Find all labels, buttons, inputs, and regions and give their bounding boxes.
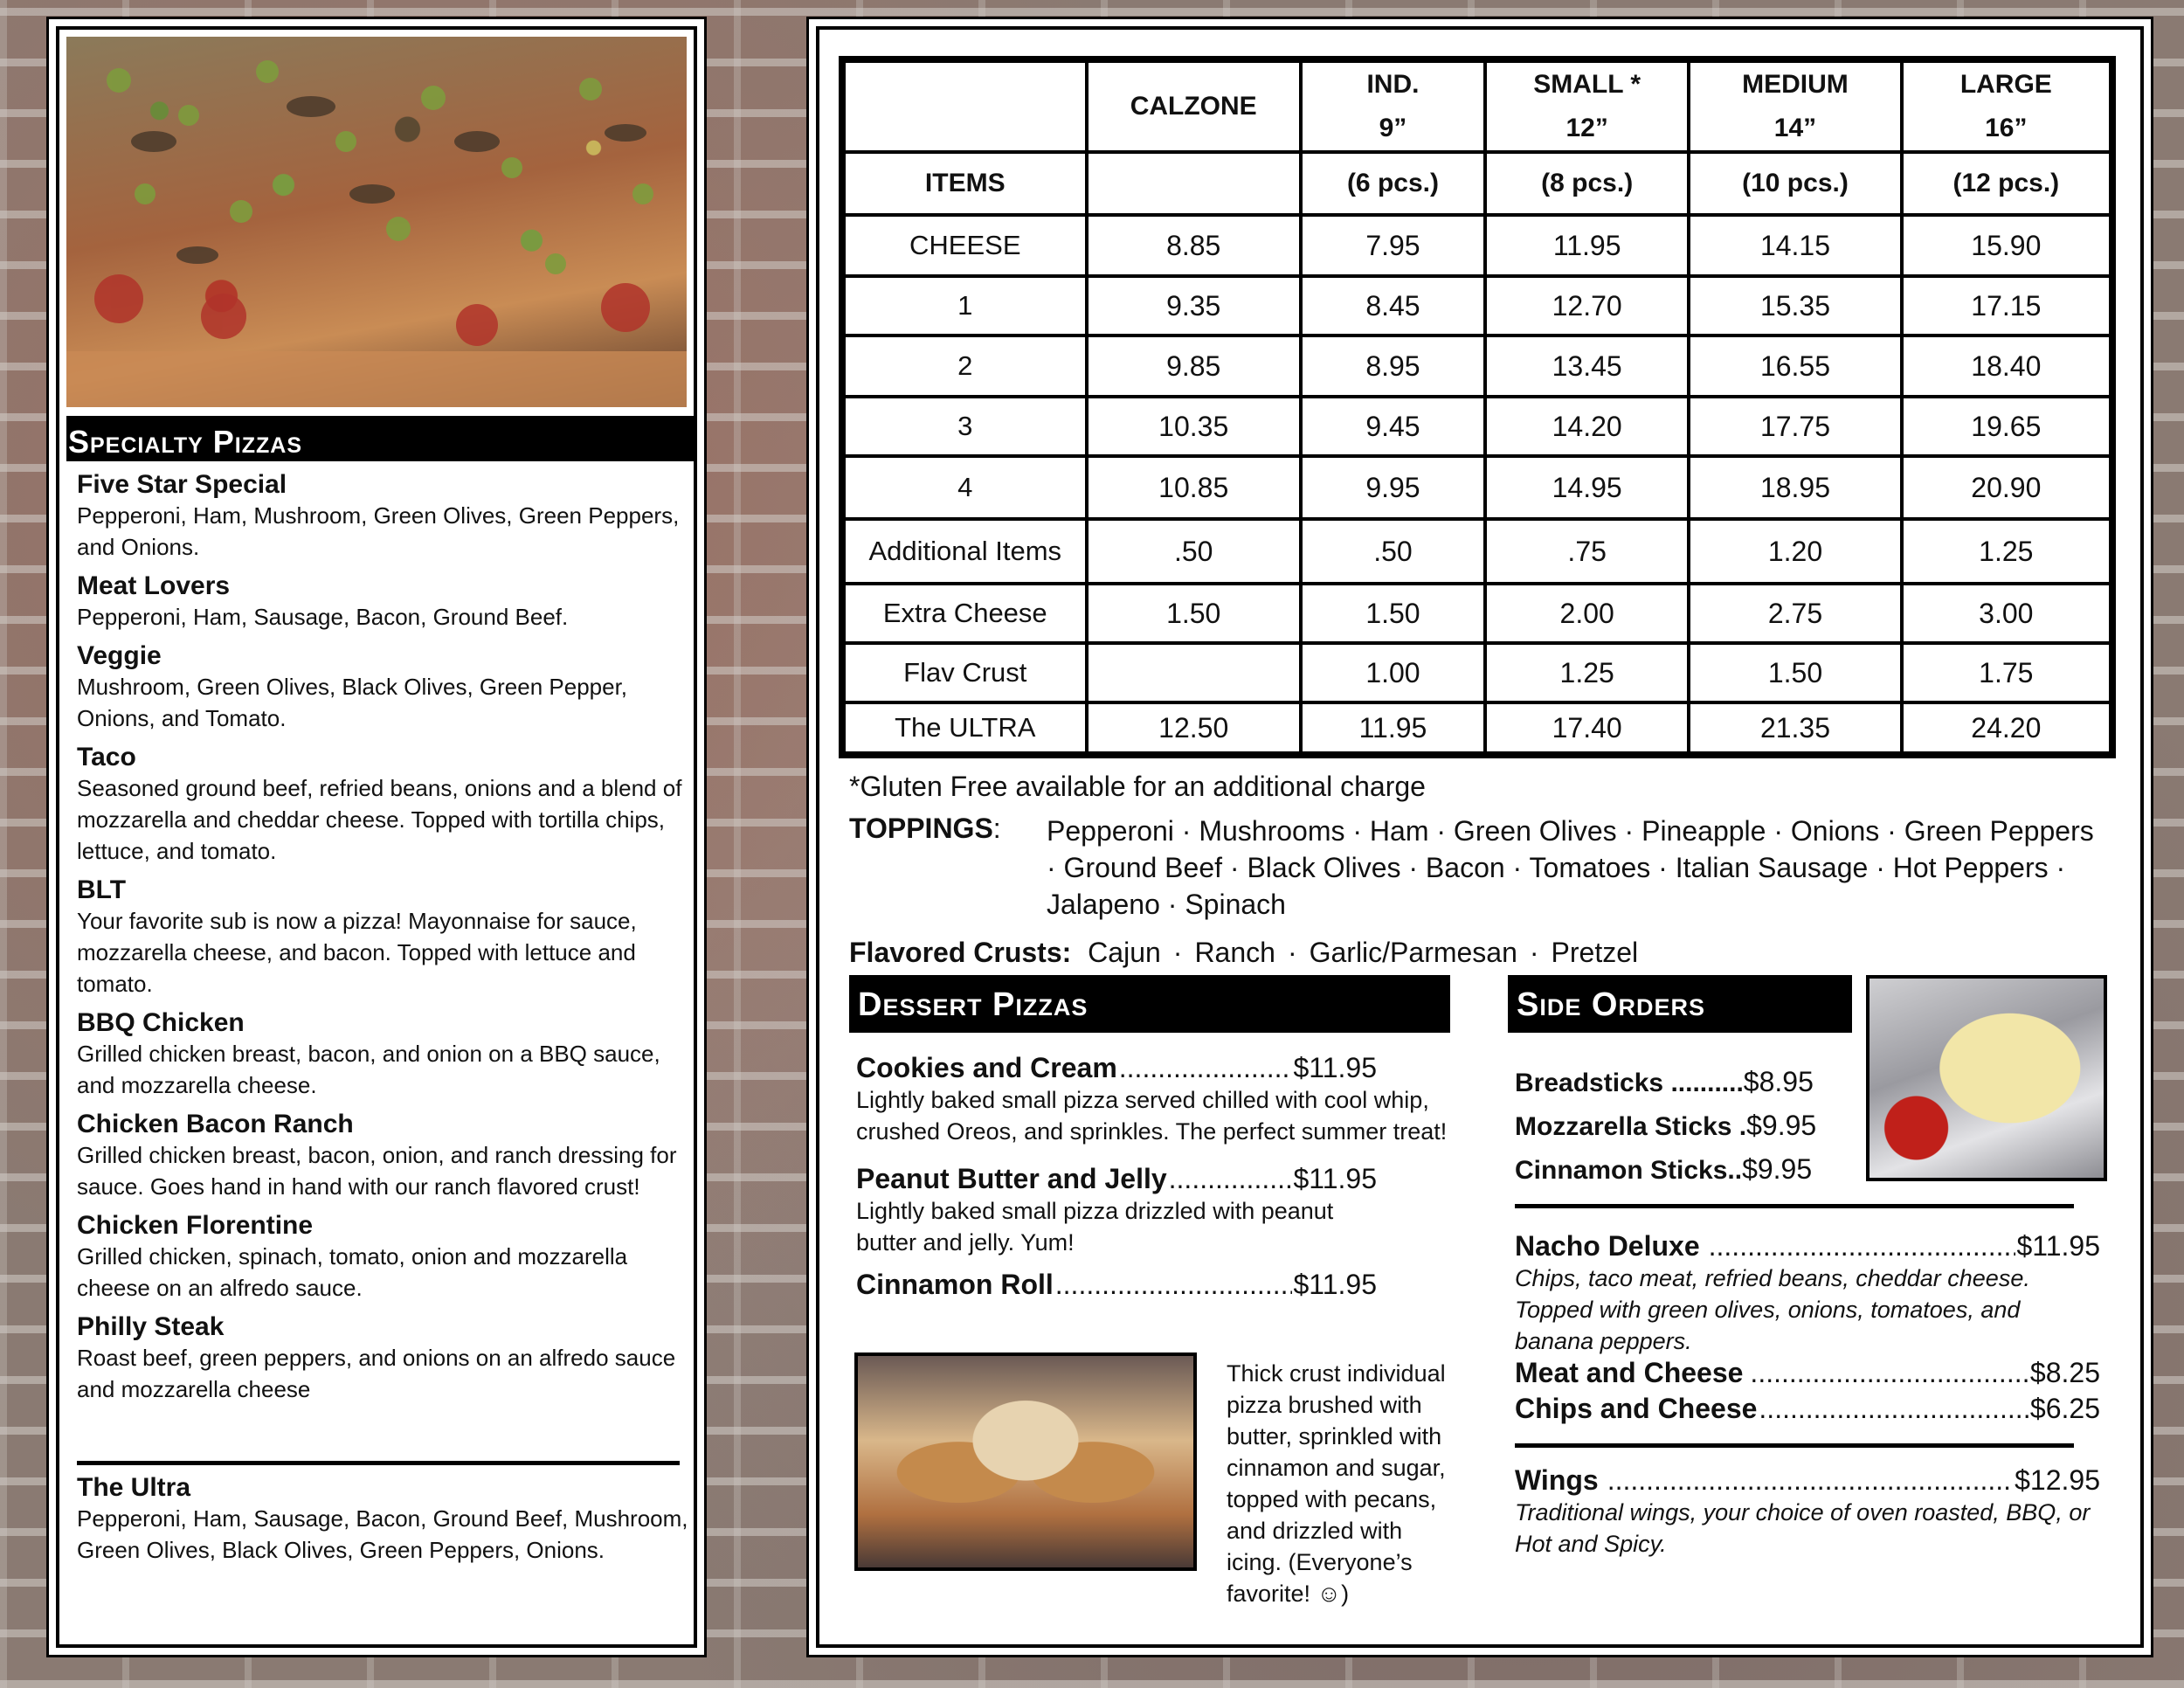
pizza-desc: Seasoned ground beef, refried beans, onions and a blend of mozzarella and cheddar cheese. Topped with tortilla chips, lettuce, and tomato.: [77, 775, 682, 864]
side-orders-list: [1515, 1230, 2100, 1425]
price-cell: 3.00: [1902, 584, 2112, 643]
header-cell: ITEMS: [842, 152, 1087, 215]
pizza-desc: Roast beef, green peppers, and onions on an alfredo sauce and mozzarella cheese: [77, 1345, 676, 1402]
price-cell: 11.95: [1485, 215, 1689, 276]
price-cell: 8.85: [1087, 215, 1301, 276]
list-item: Cinnamon Roll ..... $11.95: [856, 1269, 1377, 1301]
list-item: [77, 641, 688, 734]
item-label-cell: CHEESE: [842, 215, 1087, 276]
pizza-name: Chicken Bacon Ranch: [77, 1110, 354, 1138]
pizza-name: Philly Steak: [77, 1312, 225, 1341]
price-cell: 18.40: [1902, 336, 2112, 397]
item-desc: Lightly baked small pizza drizzled with peanut butter and jelly. Yum!: [856, 1198, 1334, 1256]
price-cell: 20.90: [1902, 456, 2112, 519]
flavored-crusts: Flavored Crusts: Cajun · Ranch · Garlic/Parmesan · Pretzel: [849, 937, 1639, 968]
item-label-cell: Extra Cheese: [842, 584, 1087, 643]
header-cell: [1087, 152, 1301, 215]
table-row: [842, 584, 2112, 643]
price-cell: 8.45: [1301, 276, 1485, 336]
price-cell: .75: [1485, 519, 1689, 584]
header-cell: (6 pcs.): [1301, 152, 1485, 215]
price-cell: 17.15: [1902, 276, 2112, 336]
price-cell: 7.95: [1301, 215, 1485, 276]
list-item: [77, 1110, 688, 1202]
price-cell: 18.95: [1689, 456, 1901, 519]
side-orders-heading: Side Orders: [1508, 975, 1852, 1033]
price-cell: 10.35: [1087, 397, 1301, 456]
table-row: [842, 215, 2112, 276]
list-item: [77, 875, 688, 1000]
table-row: [842, 397, 2112, 456]
pizza-desc: Mushroom, Green Olives, Black Olives, Green Pepper, Onions, and Tomato.: [77, 674, 628, 731]
item-label-cell: The ULTRA: [842, 702, 1087, 755]
price-cell: 14.95: [1485, 456, 1689, 519]
price-cell: 1.50: [1301, 584, 1485, 643]
header-cell: (12 pcs.): [1902, 152, 2112, 215]
header-cell: (10 pcs.): [1689, 152, 1901, 215]
table-row: [842, 336, 2112, 397]
list-item: [77, 1211, 688, 1304]
price-cell: 2.00: [1485, 584, 1689, 643]
pizza-name: Meat Lovers: [77, 571, 231, 600]
price-cell: 19.65: [1902, 397, 2112, 456]
list-item: Mozzarella Sticks .$9.95: [1515, 1110, 1817, 1141]
price-cell: 12.70: [1485, 276, 1689, 336]
pizza-name: Chicken Florentine: [77, 1211, 314, 1240]
item-label-cell: 1: [842, 276, 1087, 336]
list-item: [77, 470, 688, 563]
specialty-pizzas-heading: Specialty Pizzas: [66, 416, 694, 461]
item-desc: Lightly baked small pizza served chilled with cool whip, crushed Oreos, and sprinkles. The perfect summer treat!: [856, 1087, 1448, 1145]
price-cell: 1.00: [1301, 643, 1485, 702]
item-label-cell: 4: [842, 456, 1087, 519]
dessert-list: [856, 1048, 1448, 1301]
list-item: [77, 1312, 688, 1405]
header-cell: LARGE 16”: [1902, 59, 2112, 152]
pizza-desc: Pepperoni, Ham, Mushroom, Green Olives, Green Peppers, and Onions.: [77, 502, 680, 560]
price-cell: 1.25: [1902, 519, 2112, 584]
cinnamon-roll-photo: [854, 1352, 1197, 1571]
item-desc: Traditional wings, your choice of oven roasted, BBQ, or Hot and Spicy.: [1515, 1499, 2091, 1557]
table-row: [842, 456, 2112, 519]
pizza-desc: Grilled chicken breast, bacon, and onion on a BBQ sauce, and mozzarella cheese.: [77, 1041, 660, 1098]
header-cell: [842, 59, 1087, 152]
pizza-photo-art: [66, 37, 687, 407]
list-item: Nacho Deluxe ..... $11.95: [1515, 1230, 2100, 1263]
breadsticks-photo: [1866, 975, 2107, 1181]
crust-item: Ranch: [1194, 937, 1275, 968]
cinnamon-roll-caption: Thick crust individual pizza brushed with butter, sprinkled with cinnamon and sugar, topped with pecans, and drizzled with icing. (Everyone’s favorite! ☺): [1227, 1360, 1446, 1607]
price-cell: 21.35: [1689, 702, 1901, 755]
price-cell: 8.95: [1301, 336, 1485, 397]
crust-item: Garlic/Parmesan: [1309, 937, 1517, 968]
menu-panel: [816, 26, 2144, 1648]
wings-block: [1515, 1464, 2100, 1560]
divider: [1515, 1443, 2074, 1448]
divider: [77, 1461, 680, 1465]
toppings-list: Pepperoni · Mushrooms · Ham · Green Olives · Pineapple · Onions · Green Peppers · Ground Beef · Black Olives · Bacon · Tomatoes · Italian Sausage · Hot Peppers · Jalapeno · Spinach: [1047, 815, 2094, 920]
list-item: Breadsticks ..........$8.95: [1515, 1066, 1814, 1097]
price-cell: 2.75: [1689, 584, 1901, 643]
list-item: [77, 743, 688, 867]
list-item: Meat and Cheese ..... $8.25: [1515, 1357, 2100, 1389]
pizza-desc: Your favorite sub is now a pizza! Mayonnaise for sauce, mozzarella cheese, and bacon. Topped with lettuce and tomato.: [77, 908, 637, 997]
list-item: Cookies and Cream ..... $11.95: [856, 1052, 1377, 1084]
pizza-desc: Grilled chicken, spinach, tomato, onion and mozzarella cheese on an alfredo sauce.: [77, 1243, 628, 1301]
crusts-label: Flavored Crusts:: [849, 937, 1072, 968]
list-item: [77, 571, 688, 633]
side-orders-short-list: [1515, 1061, 1815, 1192]
price-table: [839, 56, 2116, 758]
price-cell: 9.35: [1087, 276, 1301, 336]
price-cell: 15.90: [1902, 215, 2112, 276]
price-cell: 1.75: [1902, 643, 2112, 702]
price-cell: 1.25: [1485, 643, 1689, 702]
price-cell: 9.85: [1087, 336, 1301, 397]
price-cell: 17.75: [1689, 397, 1901, 456]
specialty-pizza-list: [77, 470, 688, 1414]
list-item: [77, 1008, 688, 1101]
price-cell: 13.45: [1485, 336, 1689, 397]
header-cell: IND. 9”: [1301, 59, 1485, 152]
price-cell: 11.95: [1301, 702, 1485, 755]
table-row: [842, 643, 2112, 702]
price-cell: 1.50: [1689, 643, 1901, 702]
price-cell: .50: [1301, 519, 1485, 584]
header-cell: SMALL * 12”: [1485, 59, 1689, 152]
pizza-desc: Pepperoni, Ham, Sausage, Bacon, Ground Beef.: [77, 604, 569, 630]
price-cell: .50: [1087, 519, 1301, 584]
pizza-name: Five Star Special: [77, 470, 287, 499]
list-item: Cinnamon Sticks..$9.95: [1515, 1153, 1813, 1185]
price-cell: 1.20: [1689, 519, 1901, 584]
price-cell: 17.40: [1485, 702, 1689, 755]
pizza-name: BLT: [77, 875, 127, 904]
price-cell: 14.15: [1689, 215, 1901, 276]
price-cell: 15.35: [1689, 276, 1901, 336]
divider: [1515, 1204, 2074, 1208]
price-cell: 14.20: [1485, 397, 1689, 456]
crust-item: Cajun: [1088, 937, 1161, 968]
ultra-item: [77, 1473, 688, 1566]
header-cell: (8 pcs.): [1485, 152, 1689, 215]
pizza-desc: Pepperoni, Ham, Sausage, Bacon, Ground Beef, Mushroom, Green Olives, Black Olives, Green Peppers, Onions.: [77, 1505, 688, 1563]
item-label-cell: 2: [842, 336, 1087, 397]
price-cell: 1.50: [1087, 584, 1301, 643]
crust-item: Pretzel: [1551, 937, 1639, 968]
item-label-cell: 3: [842, 397, 1087, 456]
list-item: Wings ..... $12.95: [1515, 1464, 2100, 1497]
header-cell: MEDIUM 14”: [1689, 59, 1901, 152]
table-row: [842, 276, 2112, 336]
list-item: Peanut Butter and Jelly ..... $11.95: [856, 1163, 1377, 1195]
pizza-name: The Ultra: [77, 1473, 191, 1502]
price-cell: 9.95: [1301, 456, 1485, 519]
dessert-pizzas-heading: Dessert Pizzas: [849, 975, 1450, 1033]
specialty-panel: [56, 26, 697, 1648]
pizza-photo: [66, 37, 687, 407]
item-label-cell: Flav Crust: [842, 643, 1087, 702]
price-cell: 24.20: [1902, 702, 2112, 755]
table-header-row: [842, 152, 2112, 215]
price-cell: 10.85: [1087, 456, 1301, 519]
header-cell: CALZONE: [1087, 59, 1301, 152]
table-row: [842, 519, 2112, 584]
price-cell: 9.45: [1301, 397, 1485, 456]
table-row: [842, 702, 2112, 755]
table-header-row: [842, 59, 2112, 152]
price-cell: 12.50: [1087, 702, 1301, 755]
list-item: Chips and Cheese ..... $6.25: [1515, 1393, 2100, 1425]
pizza-desc: Grilled chicken breast, bacon, onion, and ranch dressing for sauce. Goes hand in hand with our ranch flavored crust!: [77, 1142, 677, 1200]
gluten-free-note: *Gluten Free available for an additional charge: [849, 771, 1426, 802]
price-cell: [1087, 643, 1301, 702]
item-label-cell: Additional Items: [842, 519, 1087, 584]
item-desc: Chips, taco meat, refried beans, cheddar cheese. Topped with green olives, onions, tomatoes, and banana peppers.: [1515, 1265, 2030, 1354]
pizza-name: BBQ Chicken: [77, 1008, 245, 1037]
toppings-label: TOPPINGS:: [849, 813, 1001, 844]
pizza-name: Taco: [77, 743, 136, 771]
pizza-name: Veggie: [77, 641, 162, 670]
price-cell: 16.55: [1689, 336, 1901, 397]
